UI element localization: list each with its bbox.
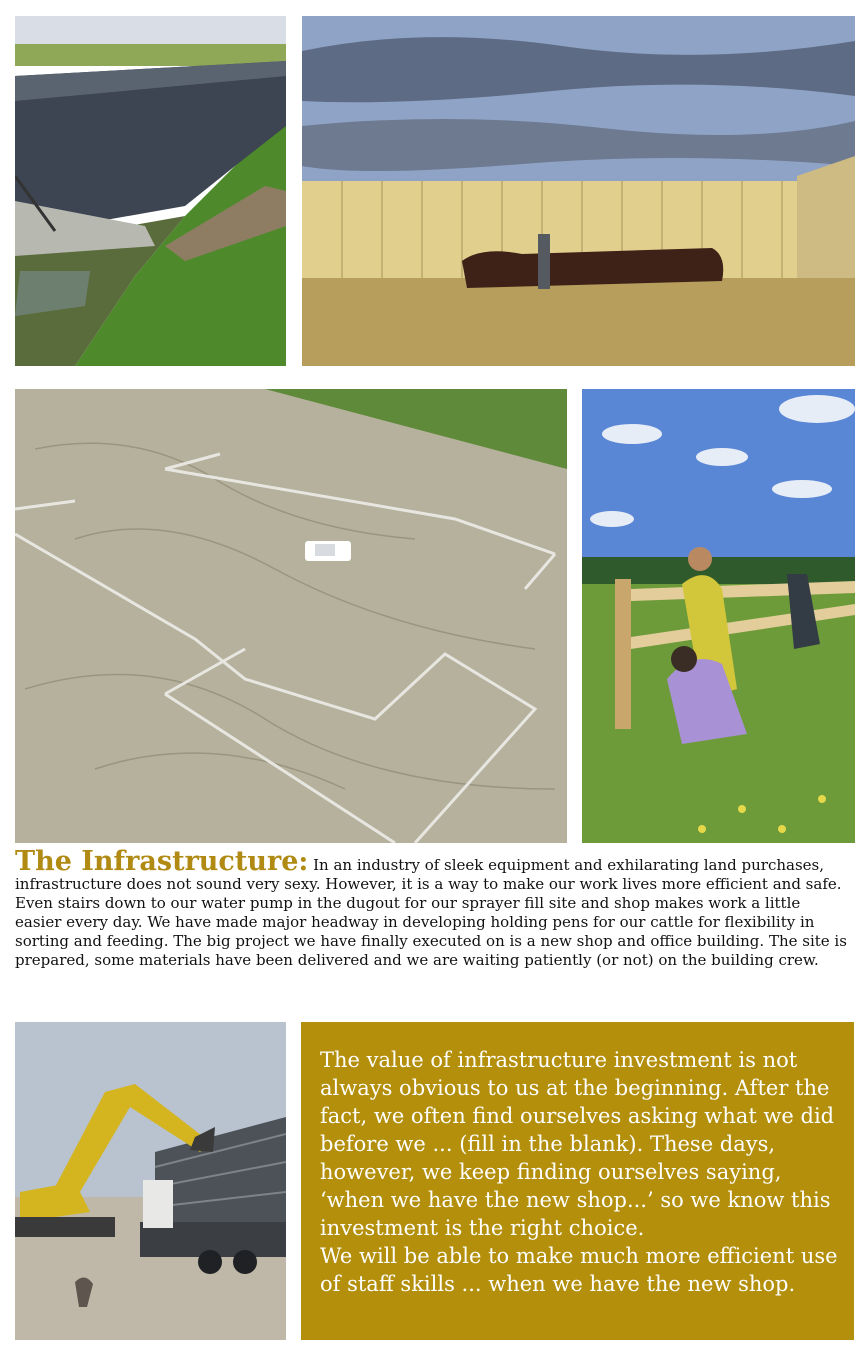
article-heading: The Infrastructure: — [15, 846, 309, 877]
callout-paragraph-1: The value of infrastructure investment is not always obvious to us at the beginning. After the fact, we often find ourselves asking what we did before we ... (fill in the blank). These days, however, we keep finding ourselves saying, ‘when we have the new shop...’ so we know this investment is the right choice. — [320, 1048, 835, 1240]
fence-building-photo — [582, 389, 855, 843]
cattle-fence-photo — [302, 16, 855, 366]
excavator-unload-photo — [15, 1022, 286, 1340]
article-body — [15, 846, 851, 970]
callout-box — [301, 1022, 854, 1340]
aerial-pens-photo — [15, 389, 567, 843]
dugout-dock-photo — [15, 16, 286, 366]
article-body-text: In an industry of sleek equipment and exhilarating land purchases, infrastructure does not sound very sexy. However, it is a way to make our work lives more efficient and safe. Even stairs down to our water pump in the dugout for our sprayer fill site and shop makes work a little easier every day. We have made major headway in developing holding pens for our cattle for flexibility in sorting and feeding. The big project we have finally executed on is a new shop and office building. The site is prepared, some materials have been delivered and we are waiting patiently (or not) on the building crew. — [15, 856, 847, 969]
callout-paragraph-2: We will be able to make much more efficient use of staff skills ... when we have the new shop. — [320, 1244, 838, 1296]
